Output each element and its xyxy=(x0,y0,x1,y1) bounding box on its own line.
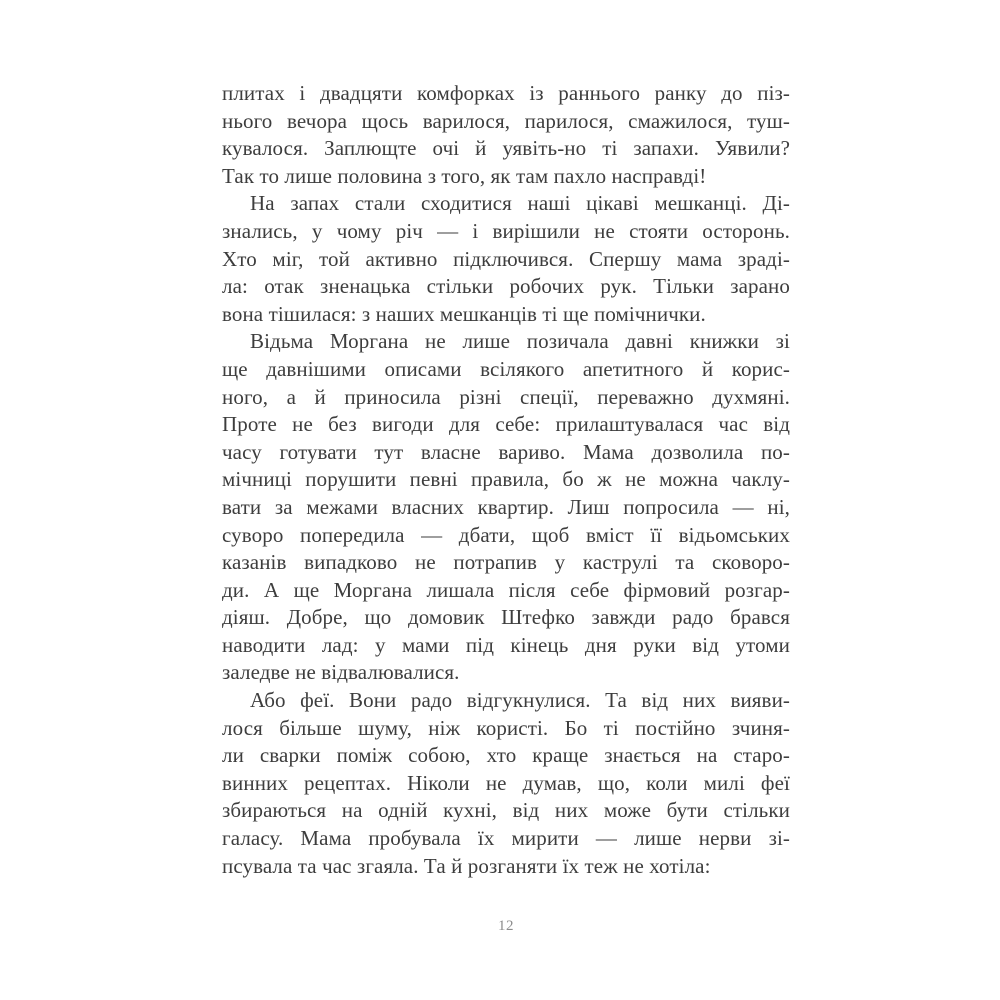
text-line: Так то лише половина з того, як там пахло насправді! xyxy=(222,163,707,188)
text-line: наводити лад: у мами під кінець дня руки від утоми xyxy=(222,632,790,657)
text-line: На запах стали сходитися наші цікаві мешканці. Ді- xyxy=(250,191,790,216)
text-line: мічниці порушити певні правила, бо ж не можна чаклу- xyxy=(222,467,790,492)
paragraph xyxy=(222,80,790,190)
paragraph xyxy=(222,328,790,687)
text-line: Або феї. Вони радо відгукнулися. Та від них вияви- xyxy=(250,688,790,713)
paragraph xyxy=(222,687,790,880)
text-line: заледве не відвалювалися. xyxy=(222,660,460,685)
text-line: збираються на одній кухні, від них може бути стільки xyxy=(222,798,790,823)
text-line: винних рецептах. Ніколи не думав, що, коли милі феї xyxy=(222,770,790,795)
text-line: плитах і двадцяти комфорках із раннього ранку до піз- xyxy=(222,81,790,105)
text-line: суворо попередила — дбати, щоб вміст її відьомських xyxy=(222,522,790,547)
text-line: нього вечора щось варилося, парилося, смажилося, туш- xyxy=(222,108,790,133)
text-line: Хто міг, той активно підключився. Спершу мама зраді- xyxy=(222,246,790,271)
text-line: часу готувати тут власне вариво. Мама дозволила по- xyxy=(222,439,790,464)
text-line: псувала та час згаяла. Та й розганяти їх теж не хотіла: xyxy=(222,853,711,878)
text-line: лося більше шуму, ніж користі. Бо ті постійно зчиня- xyxy=(222,715,790,740)
text-line: казанів випадково не потрапив у каструлі та сковоро- xyxy=(222,550,790,575)
text-line: знались, у чому річ — і вирішили не стояти осторонь. xyxy=(222,218,790,243)
text-line: галасу. Мама пробувала їх мирити — лише нерви зі- xyxy=(222,826,790,851)
paragraph xyxy=(222,190,790,328)
page-number: 12 xyxy=(498,918,514,934)
text-line: ще давнішими описами всілякого апетитного й корис- xyxy=(222,356,790,381)
text-line: діяш. Добре, що домовик Штефко завжди радо брався xyxy=(222,605,790,630)
text-line: ного, а й приносила різні спеції, переважно духмяні. xyxy=(222,384,790,409)
text-line: кувалося. Заплющте очі й уявіть-но ті запахи. Уявили? xyxy=(222,136,790,161)
text-line: ли сварки поміж собою, хто краще знається на старо- xyxy=(222,743,790,768)
text-line: ла: отак зненацька стільки робочих рук. Тільки зарано xyxy=(222,274,790,299)
text-line: вати за межами власних квартир. Лиш попросила — ні, xyxy=(222,494,790,519)
page-text-block xyxy=(222,80,790,880)
text-line: Проте не без вигоди для себе: прилаштувалася час від xyxy=(222,412,790,437)
text-line: ди. А ще Моргана лишала після себе фірмовий розгар- xyxy=(222,577,790,602)
text-line: Відьма Моргана не лише позичала давні книжки зі xyxy=(250,329,790,354)
text-line: вона тішилася: з наших мешканців ті ще помічнички. xyxy=(222,301,706,326)
